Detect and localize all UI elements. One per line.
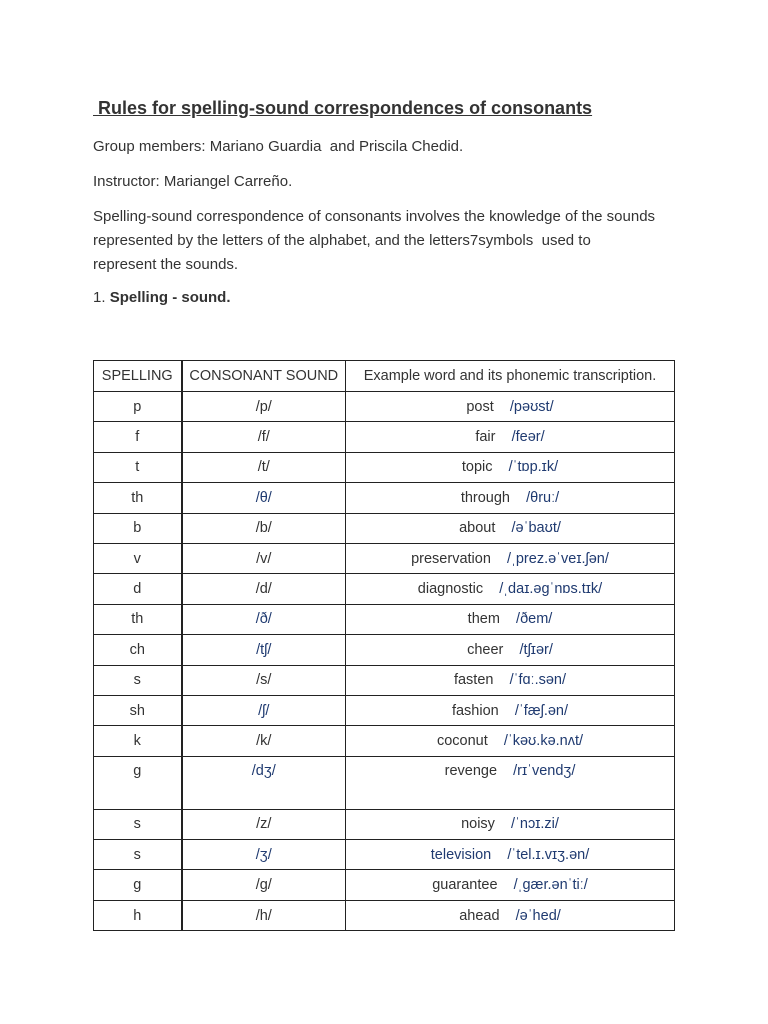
consonant-sound: /b/: [255, 520, 272, 537]
cell-consonant-sound: [182, 543, 346, 573]
spacer: [510, 490, 526, 506]
example-word: about: [459, 520, 496, 537]
table-row: [94, 695, 675, 725]
consonant-sound: /g/: [255, 877, 272, 894]
consonant-sound: /tʃ/: [256, 641, 272, 658]
cell-consonant-sound: [182, 840, 346, 870]
example-word: coconut: [436, 732, 488, 749]
cell-example: [346, 635, 675, 665]
spacer: [500, 611, 516, 627]
section-number: 1.: [93, 289, 106, 306]
phonemic-transcription: /θruː/: [526, 489, 560, 506]
cell-spelling: sh: [94, 695, 182, 725]
consonant-sound: /p/: [255, 398, 272, 415]
example-word: topic: [461, 459, 493, 476]
spacer: [491, 847, 507, 863]
cell-example: [346, 574, 675, 604]
table-body: [94, 392, 675, 931]
table-row: [94, 392, 675, 422]
table-row: [94, 870, 675, 900]
cell-consonant-sound: [182, 809, 346, 839]
intro-line: represent the sounds.: [93, 256, 239, 273]
phonemic-transcription: /ˈtɒp.ɪk/: [508, 459, 559, 476]
consonant-sound: /ð/: [255, 611, 272, 628]
table-row: [94, 422, 675, 452]
cell-example: [346, 422, 675, 452]
phonemic-transcription: /ˌprez.əˈveɪ.ʃən/: [507, 550, 609, 567]
table-row: [94, 840, 675, 870]
cell-spelling: b: [94, 513, 182, 543]
spacer: [488, 733, 504, 749]
cell-consonant-sound: [182, 452, 346, 482]
consonant-sound: /ʃ/: [258, 702, 270, 719]
cell-example: [346, 756, 675, 809]
cell-example: [346, 543, 675, 573]
cell-consonant-sound: [182, 635, 346, 665]
consonant-sound: /z/: [256, 816, 272, 833]
phonemic-transcription: /ˌdaɪ.əɡˈnɒs.tɪk/: [499, 581, 603, 598]
cell-example: [346, 840, 675, 870]
section-title: Spelling - sound.: [109, 289, 231, 306]
cell-consonant-sound: [182, 665, 346, 695]
phonemic-transcription: /tʃɪər/: [519, 641, 553, 658]
example-word: them: [467, 611, 500, 628]
example-word: noisy: [461, 816, 495, 833]
example-word: post: [466, 398, 494, 415]
cell-example: [346, 695, 675, 725]
cell-spelling: f: [94, 422, 182, 452]
table-row: [94, 513, 675, 543]
example-word: through: [460, 489, 510, 506]
spacer: [499, 703, 515, 719]
document-title: Rules for spelling-sound correspondences of consonants: [93, 98, 593, 118]
phonemic-transcription: /əˈbaʊt/: [511, 520, 561, 537]
cell-spelling: p: [94, 392, 182, 422]
phonemic-transcription: /rɪˈvendʒ/: [513, 762, 576, 779]
header-example: Example word and its phonemic transcription.: [346, 361, 675, 392]
example-word: television: [430, 846, 492, 863]
phonemic-transcription: /ˈkəʊ.kə.nʌt/: [503, 732, 584, 749]
phonemic-transcription: /ðem/: [516, 611, 553, 628]
cell-spelling: s: [94, 840, 182, 870]
cell-spelling: v: [94, 543, 182, 573]
cell-spelling: t: [94, 452, 182, 482]
example-word: ahead: [459, 907, 500, 924]
example-word: cheer: [467, 641, 504, 658]
cell-example: [346, 809, 675, 839]
table-row: [94, 726, 675, 756]
cell-example: [346, 513, 675, 543]
header-consonant-sound: CONSONANT SOUND: [182, 361, 346, 392]
spacer: [495, 520, 511, 536]
spacer: [498, 877, 514, 893]
cell-example: [346, 392, 675, 422]
cell-example: [346, 483, 675, 513]
cell-consonant-sound: [182, 392, 346, 422]
cell-spelling: th: [94, 483, 182, 513]
cell-consonant-sound: [182, 422, 346, 452]
phonemic-transcription: /pəʊst/: [509, 398, 554, 415]
table-row: [94, 900, 675, 930]
phonemic-transcription: /ˈnɔɪ.zi/: [511, 816, 559, 833]
phonemic-transcription: /ˌɡær.ənˈtiː/: [513, 877, 588, 894]
spacer: [497, 763, 513, 779]
spacer: [494, 399, 510, 415]
cell-consonant-sound: [182, 726, 346, 756]
intro-paragraph: [93, 205, 683, 277]
consonant-sound: /ʒ/: [255, 846, 272, 863]
cell-spelling: g: [94, 870, 182, 900]
cell-consonant-sound: [182, 756, 346, 809]
cell-example: [346, 726, 675, 756]
instructor: Instructor: Mariangel Carreño.: [93, 173, 293, 190]
cell-example: [346, 452, 675, 482]
example-word: preservation: [411, 550, 491, 567]
consonant-sound: /v/: [256, 550, 272, 567]
consonant-table: [93, 360, 675, 931]
spacer: [500, 908, 516, 924]
table-row: [94, 604, 675, 634]
cell-spelling: s: [94, 665, 182, 695]
group-members: Group members: Mariano Guardia and Priscila Chedid.: [93, 138, 464, 155]
consonant-sound: /k/: [256, 732, 272, 749]
phonemic-transcription: /əˈhed/: [515, 907, 561, 924]
spacer: [493, 459, 509, 475]
cell-spelling: d: [94, 574, 182, 604]
example-word: diagnostic: [417, 581, 484, 598]
phonemic-transcription: /feər/: [511, 429, 545, 446]
table-row: [94, 543, 675, 573]
cell-consonant-sound: [182, 483, 346, 513]
cell-example: [346, 900, 675, 930]
table-row: [94, 483, 675, 513]
cell-spelling: h: [94, 900, 182, 930]
spacer: [483, 581, 499, 597]
phonemic-transcription: /ˈfæʃ.ən/: [514, 702, 569, 719]
consonant-sound: /f/: [257, 429, 270, 446]
table-row: [94, 809, 675, 839]
cell-consonant-sound: [182, 695, 346, 725]
table-row: [94, 635, 675, 665]
spacer: [495, 816, 511, 832]
section-heading: [93, 289, 231, 306]
cell-consonant-sound: [182, 870, 346, 900]
cell-example: [346, 870, 675, 900]
table-row: [94, 756, 675, 809]
cell-spelling: k: [94, 726, 182, 756]
cell-spelling: th: [94, 604, 182, 634]
cell-consonant-sound: [182, 900, 346, 930]
consonant-sound: /d/: [255, 581, 272, 598]
spacer: [495, 429, 511, 445]
table-header-row: [94, 361, 675, 392]
cell-example: [346, 604, 675, 634]
consonant-sound: /t/: [257, 459, 270, 476]
spacer: [493, 672, 509, 688]
phonemic-transcription: /ˈfɑː.sən/: [509, 672, 567, 689]
cell-spelling: ch: [94, 635, 182, 665]
phonemic-transcription: /ˈtel.ɪ.vɪʒ.ən/: [507, 846, 590, 863]
table-row: [94, 574, 675, 604]
consonant-sound: /s/: [256, 672, 272, 689]
header-spelling: SPELLING: [94, 361, 182, 392]
table-row: [94, 665, 675, 695]
cell-consonant-sound: [182, 604, 346, 634]
spacer: [503, 642, 519, 658]
spacer: [491, 551, 507, 567]
cell-consonant-sound: [182, 574, 346, 604]
cell-spelling: g: [94, 756, 182, 809]
example-word: revenge: [444, 762, 498, 779]
example-word: guarantee: [432, 877, 498, 894]
table-row: [94, 452, 675, 482]
cell-consonant-sound: [182, 513, 346, 543]
consonant-sound: /dʒ/: [251, 762, 276, 779]
example-word: fair: [475, 429, 496, 446]
example-word: fasten: [453, 672, 494, 689]
consonant-sound: /h/: [255, 907, 272, 924]
intro-line: Spelling-sound correspondence of consonants involves the knowledge of the sounds: [93, 208, 656, 225]
cell-example: [346, 665, 675, 695]
example-word: fashion: [451, 702, 499, 719]
intro-line: represented by the letters of the alphabet, and the letters7symbols used to: [93, 232, 591, 249]
cell-spelling: s: [94, 809, 182, 839]
consonant-sound: /θ/: [255, 489, 272, 506]
